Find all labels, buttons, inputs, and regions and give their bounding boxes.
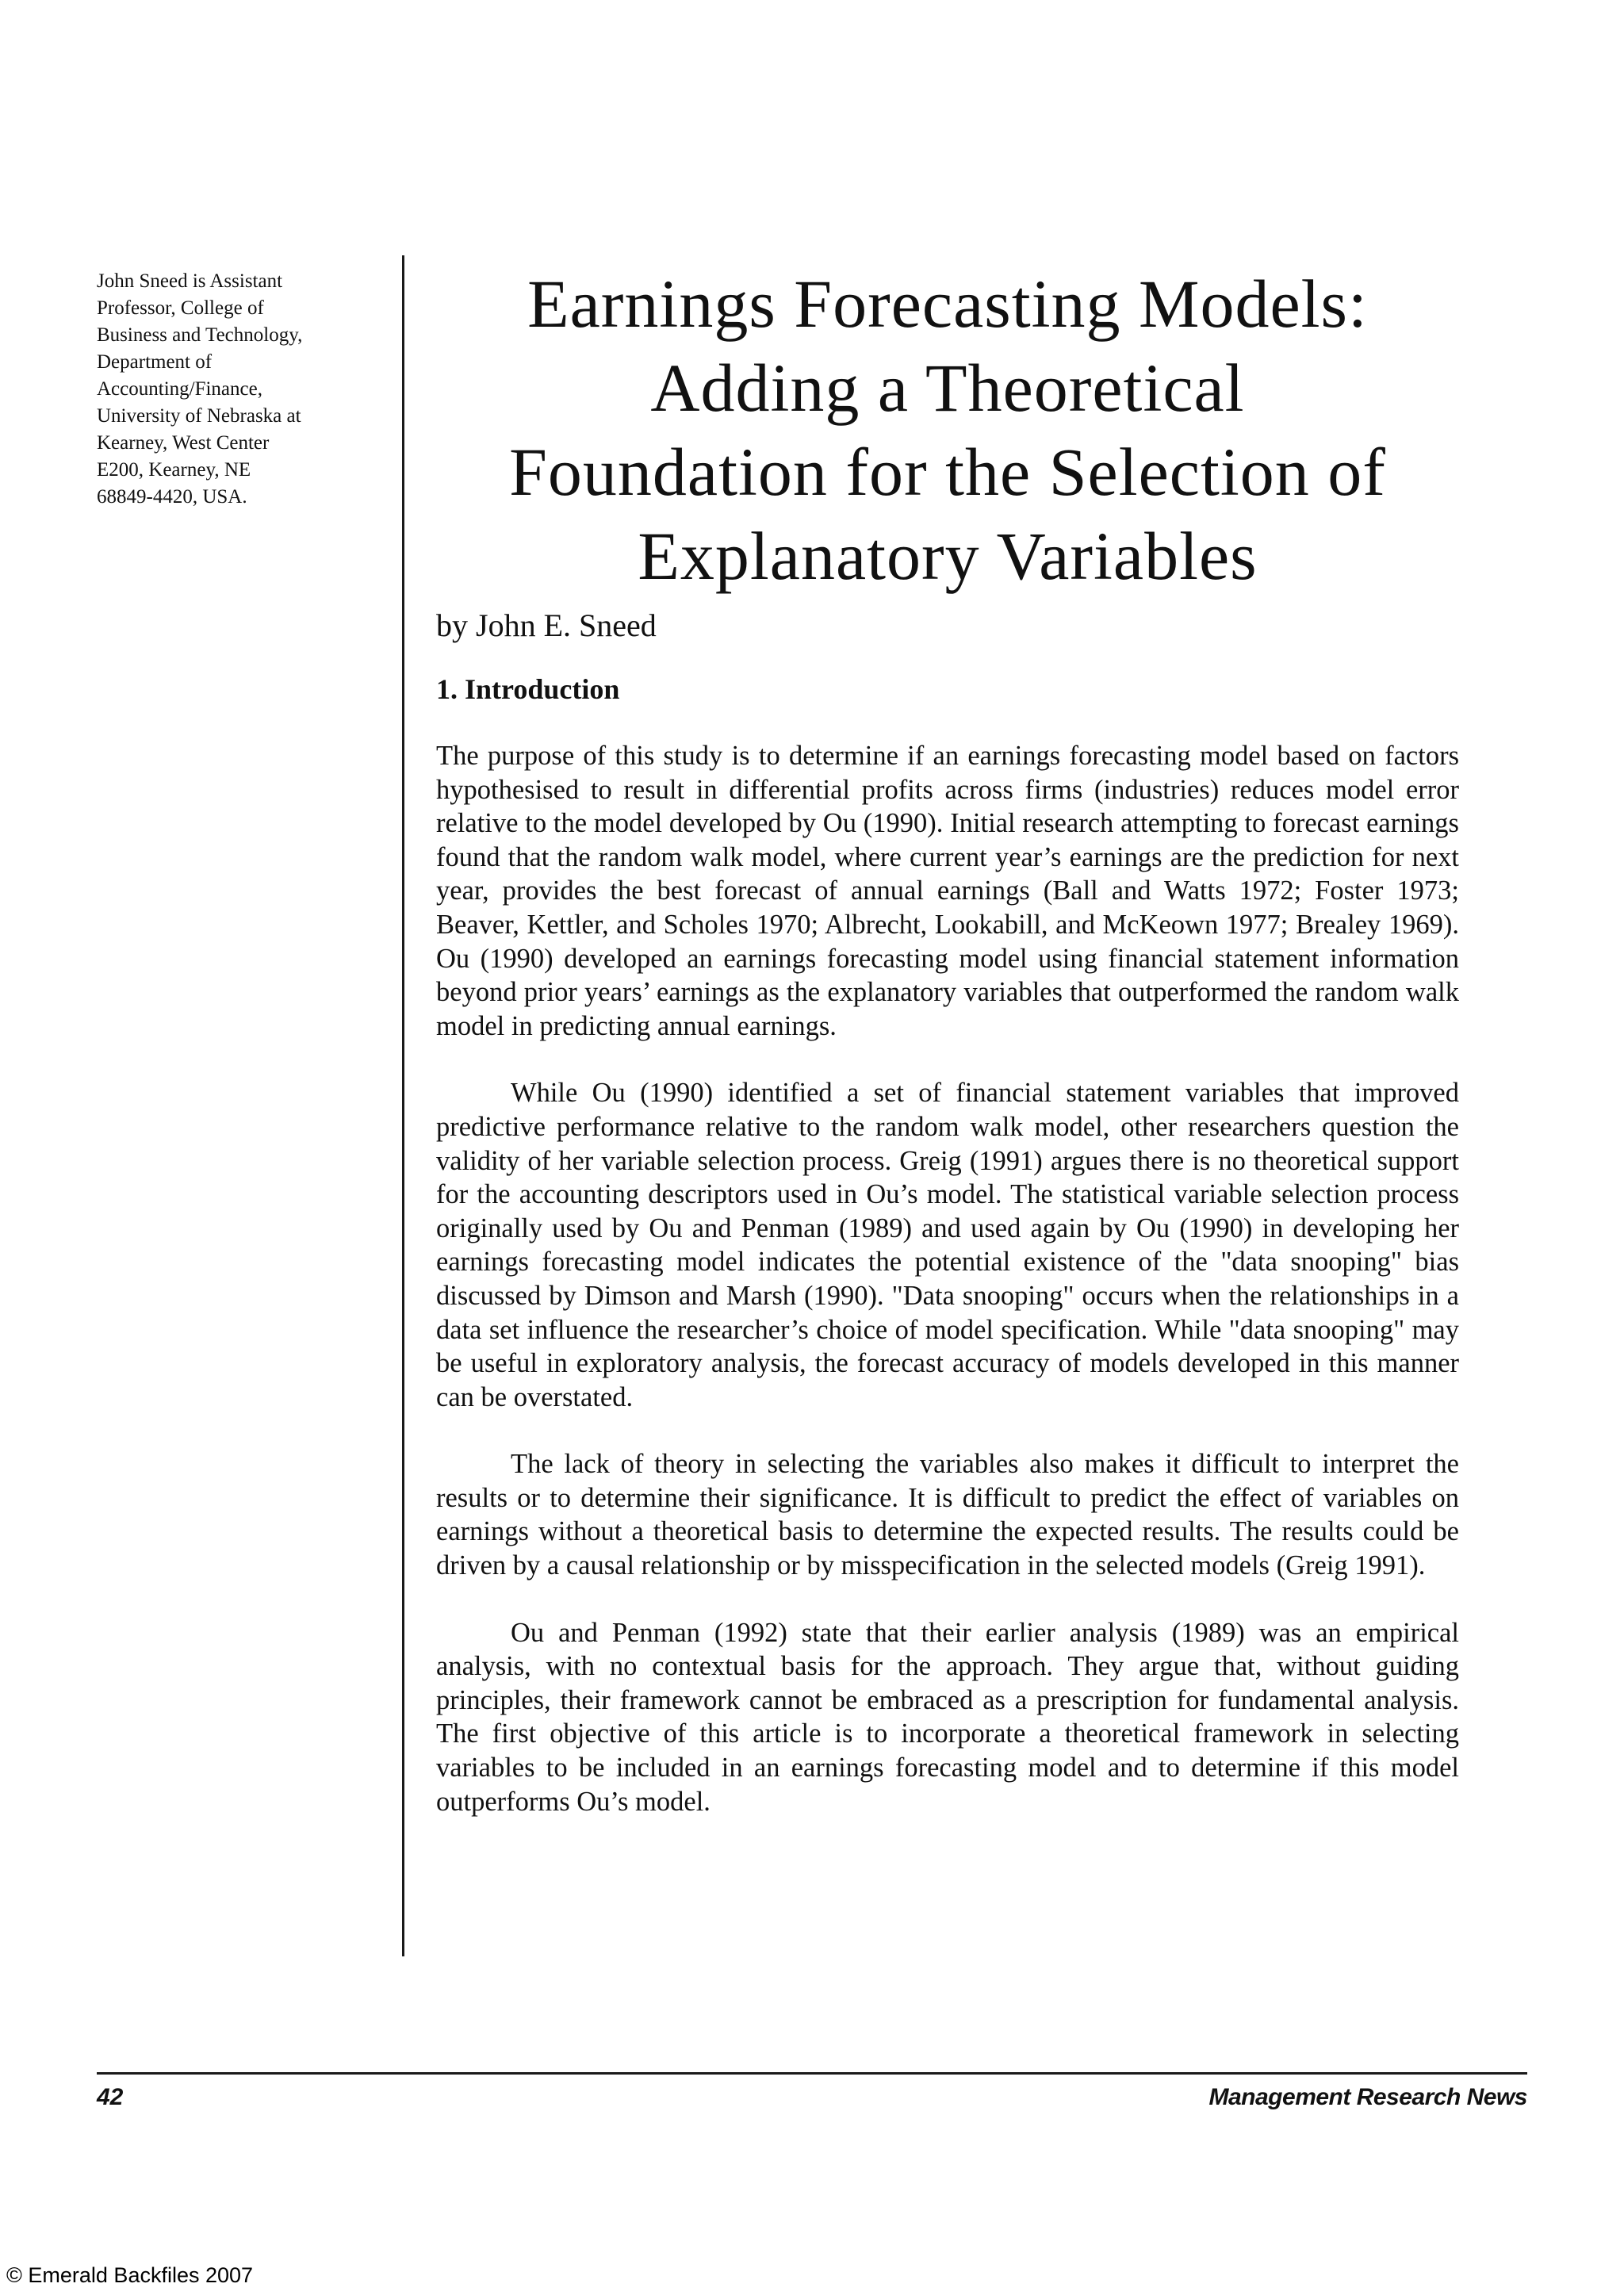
body-paragraph-3: The lack of theory in selecting the variables also makes it difficult to interpret the results or to determine their significance. It is difficult to predict the effect of variables on earnings without a theoretical basis to determine the expected results. The results could be driven by a causal relationship or by misspecification in the selected models (Greig 1991). (436, 1449, 1459, 1581)
author-affiliation-note: John Sneed is Assistant Professor, College of Business and Technology, Department of Accounting/Finance, University of Nebraska at Kearney, West Center E200, Kearney, NE 68849-4420, USA. (97, 270, 303, 508)
copyright-notice: © Emerald Backfiles 2007 (6, 2263, 254, 2287)
article-main-column (436, 262, 1459, 1852)
footer-rule (97, 2072, 1527, 2075)
body-paragraph-4: Ou and Penman (1992) state that their earlier analysis (1989) was an empirical analysis, with no contextual basis for the approach. They argue that, without guiding principles, their framework cannot be embraced as a prescription for fundamental analysis. The first objective of this article is to incorporate a theoretical framework in selecting variables to be included in an earnings forecasting model and to determine if this model outperforms Ou’s model. (436, 1617, 1459, 1817)
journal-name: Management Research News (1208, 2084, 1527, 2110)
body-paragraph-2: While Ou (1990) identified a set of financial statement variables that improved predictive performance relative to the random walk model, other researchers question the validity of her variable selection process. Greig (1991) argues there is no theoretical support for the accounting descriptors used in Ou’s model. The statistical variable selection process originally used by Ou and Penman (1989) and used again by Ou (1990) in developing her earnings forecasting model indicates the potential existence of the "data snooping" bias discussed by Dimson and Marsh (1990). "Data snooping" occurs when the relationships in a data set influence the researcher’s choice of model specification. While "data snooping" may be useful in exploratory analysis, the forecast accuracy of models developed in this manner can be overstated. (436, 1078, 1459, 1412)
column-divider (402, 255, 404, 1956)
page-number: 42 (97, 2084, 124, 2110)
article-byline: by John E. Sneed (436, 607, 657, 643)
section-heading-introduction: 1. Introduction (436, 673, 620, 705)
article-title: Earnings Forecasting Models: Adding a Theoretical Foundation for the Selection of Explanatory Variables (509, 266, 1386, 594)
body-paragraph-1: The purpose of this study is to determine if an earnings forecasting model based on factors hypothesised to result in differential profits across firms (industries) reduces model error relative to the model developed by Ou (1990). Initial research attempting to forecast earnings found that the random walk model, where current year’s earnings are the prediction for next year, provides the best forecast of annual earnings (Ball and Watts 1972; Foster 1973; Beaver, Kettler, and Scholes 1970; Albrecht, Lookabill, and McKeown 1977; Brealey 1969). Ou (1990) developed an earnings forecasting model using financial statement information beyond prior years’ earnings as the explanatory variables that outperformed the random walk model in predicting annual earnings. (436, 741, 1459, 1041)
